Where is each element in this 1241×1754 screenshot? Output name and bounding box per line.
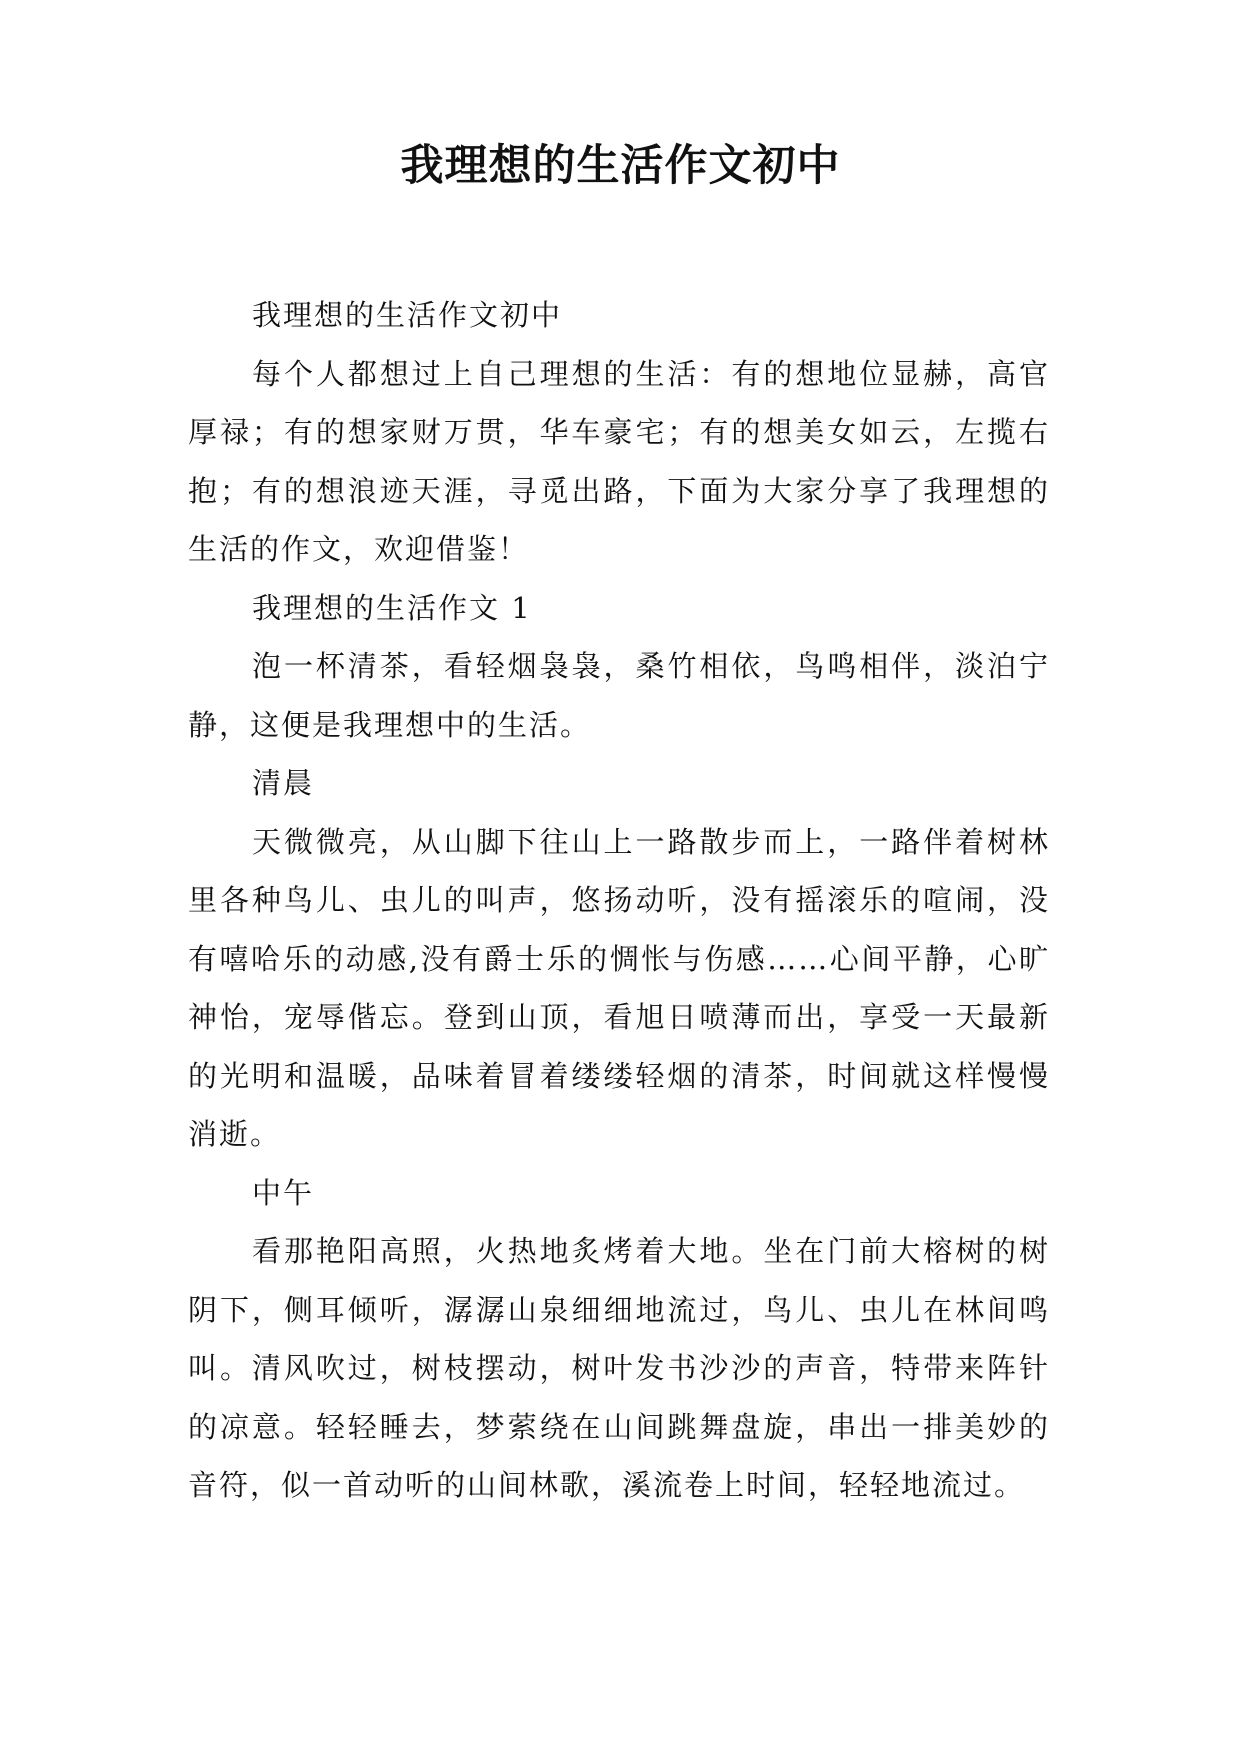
paragraph-opening: 泡一杯清茶，看轻烟袅袅，桑竹相依，鸟鸣相伴，淡泊宁静，这便是我理想中的生活。 <box>188 649 1050 742</box>
paragraph-essay-heading: 我理想的生活作文 1 <box>252 590 532 625</box>
paragraph-noon: 看那艳阳高照，火热地炙烤着大地。坐在门前大榕树的树阴下，侧耳倾听，潺潺山泉细细地流过，鸟儿、虫儿在林间鸣叫。清风吹过，树枝摆动，树叶发书沙沙的声音，特带来阵针的凉意。轻轻睡去，梦萦绕在山间跳舞盘旋，串出一排美妙的音符，似一首动听的山间林歌，溪流卷上时间，轻轻地流过。 <box>188 1234 1050 1502</box>
paragraph-subtitle: 我理想的生活作文初中 <box>252 298 563 332</box>
document-body <box>188 286 1050 1515</box>
section-heading-morning: 清晨 <box>252 766 315 800</box>
paragraph-morning: 天微微亮，从山脚下往山上一路散步而上，一路伴着树林里各种鸟儿、虫儿的叫声，悠扬动听，没有摇滚乐的喧闹，没有嘻哈乐的动感,没有爵士乐的惆怅与伤感……心间平静，心旷神怡，宠辱偕忘。登到山顶，看旭日喷薄而出，享受一天最新的光明和温暖，品味着冒着缕缕轻烟的清茶，时间就这样慢慢消逝。 <box>188 824 1050 1151</box>
paragraph-intro: 每个人都想过上自己理想的生活：有的想地位显赫，高官厚禄；有的想家财万贯，华车豪宅；有的想美女如云，左揽右抱；有的想浪迹天涯，寻觅出路，下面为大家分享了我理想的生活的作文，欢迎借鉴！ <box>188 356 1050 566</box>
document-title: 我理想的生活作文初中 <box>400 141 841 191</box>
section-heading-noon: 中午 <box>252 1175 315 1210</box>
